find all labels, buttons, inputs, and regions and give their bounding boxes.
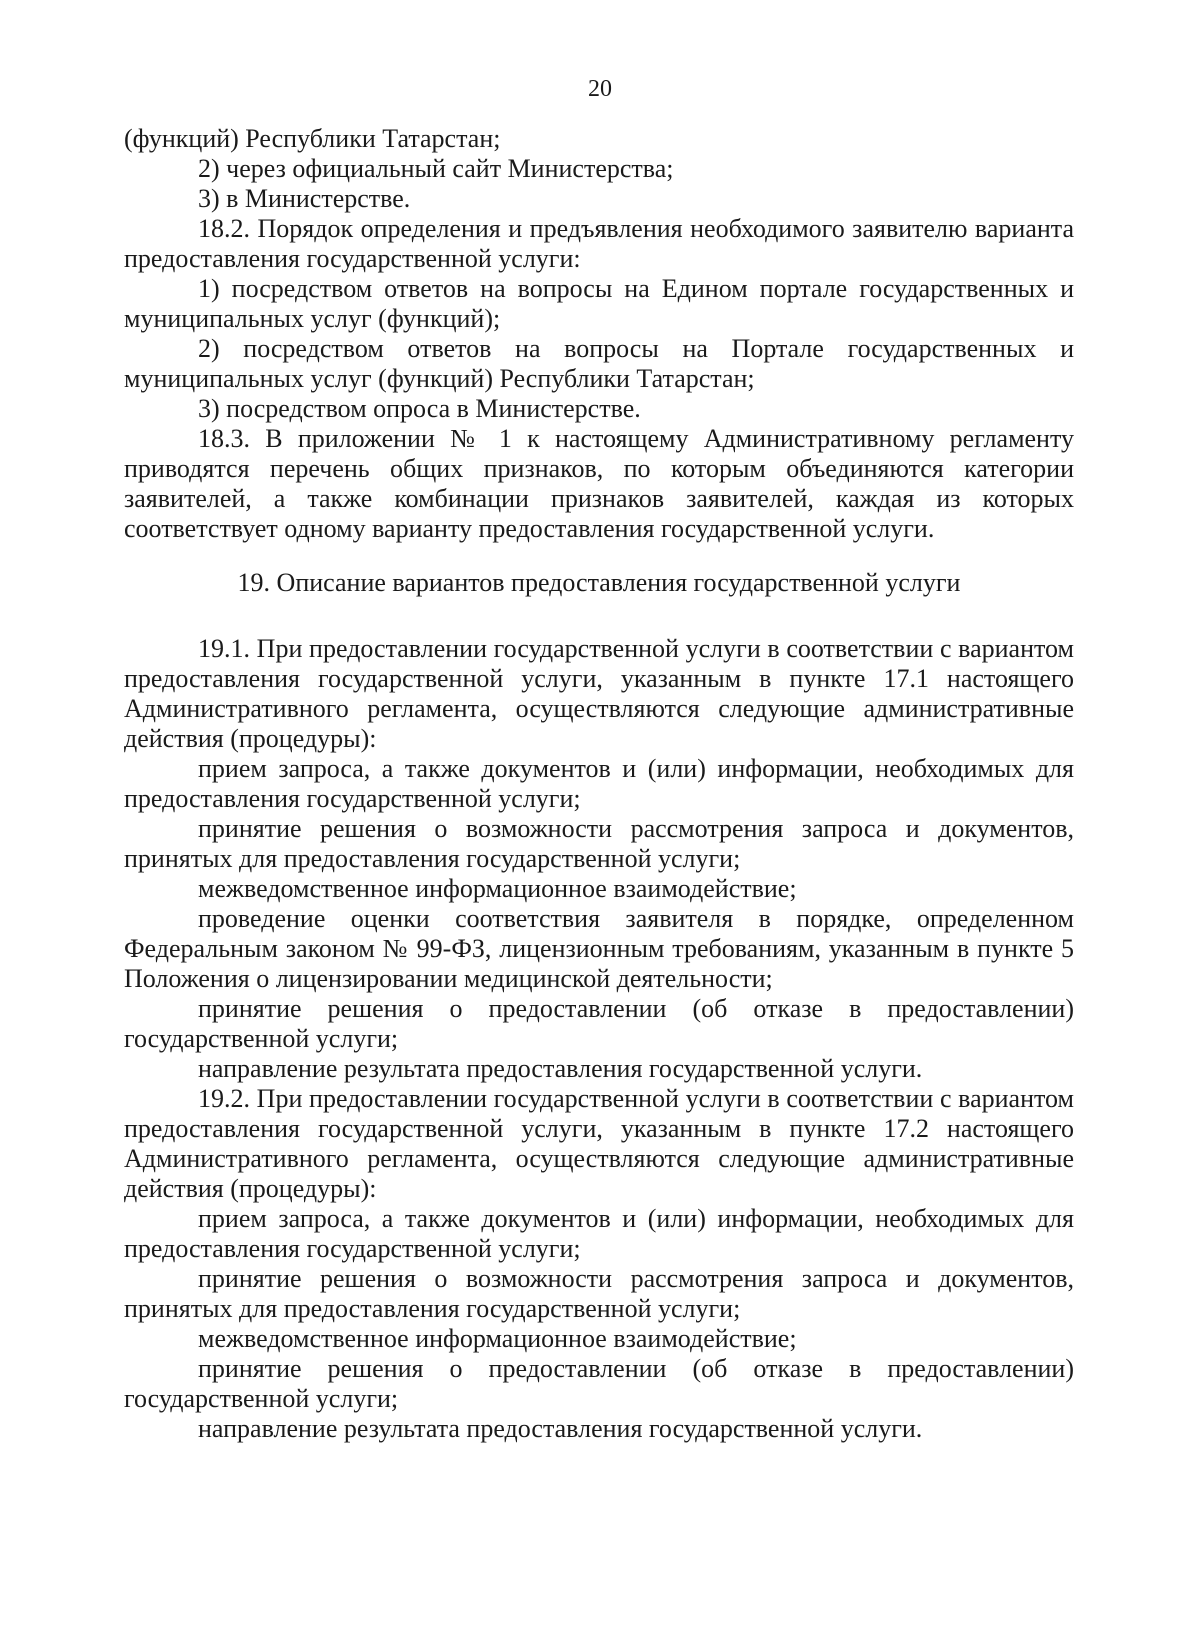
- paragraph: 1) посредством ответов на вопросы на Едином портале государственных и муниципальных услуг (функций);: [124, 274, 1074, 333]
- paragraph: принятие решения о возможности рассмотрения запроса и документов, принятых для предоставления государственной услуги;: [124, 814, 1074, 873]
- paragraph: принятие решения о предоставлении (об отказе в предоставлении) государственной услуги;: [124, 994, 1074, 1053]
- page-number: 20: [588, 76, 612, 102]
- paragraph: принятие решения о предоставлении (об отказе в предоставлении) государственной услуги;: [124, 1354, 1074, 1413]
- paragraph: (функций) Республики Татарстан;: [124, 124, 501, 153]
- paragraph: направление результата предоставления государственной услуги.: [198, 1414, 923, 1443]
- paragraph: 3) посредством опроса в Министерстве.: [198, 394, 641, 423]
- paragraph: 19.1. При предоставлении государственной услуги в соответствии с вариантом предоставления государственной услуги, указанным в пункте 17.1 настоящего Административного регламента, осуществляются следующие административные действия (процедуры):: [124, 634, 1074, 753]
- paragraph: прием запроса, а также документов и (или) информации, необходимых для предоставления государственной услуги;: [124, 754, 1074, 813]
- paragraph: 19.2. При предоставлении государственной услуги в соответствии с вариантом предоставления государственной услуги, указанным в пункте 17.2 настоящего Административного регламента, осуществляются следующие административные действия (процедуры):: [124, 1084, 1074, 1203]
- paragraph: 18.2. Порядок определения и предъявления необходимого заявителю варианта предоставления государственной услуги:: [124, 214, 1074, 273]
- paragraph: прием запроса, а также документов и (или) информации, необходимых для предоставления государственной услуги;: [124, 1204, 1074, 1263]
- paragraph: межведомственное информационное взаимодействие;: [198, 1324, 797, 1353]
- paragraph: 3) в Министерстве.: [198, 184, 411, 213]
- paragraph: направление результата предоставления государственной услуги.: [198, 1054, 923, 1083]
- paragraph: проведение оценки соответствия заявителя в порядке, определенном Федеральным законом № 99-ФЗ, лицензионным требованиям, указанным в пункте 5 Положения о лицензировании медицинской деятельности;: [124, 904, 1074, 993]
- document-body: [124, 124, 1074, 1444]
- paragraph: 2) через официальный сайт Министерства;: [198, 154, 674, 183]
- paragraph: 18.3. В приложении № 1 к настоящему Административному регламенту приводятся перечень общих признаков, по которым объединяются категории заявителей, а также комбинации признаков заявителей, каждая из которых соответствует одному варианту предоставления государственной услуги.: [124, 424, 1074, 543]
- paragraphs-after-section: [124, 634, 1074, 1444]
- paragraph: принятие решения о возможности рассмотрения запроса и документов, принятых для предоставления государственной услуги;: [124, 1264, 1074, 1323]
- section-heading: 19. Описание вариантов предоставления государственной услуги: [237, 568, 961, 597]
- paragraph: 2) посредством ответов на вопросы на Портале государственных и муниципальных услуг (функций) Республики Татарстан;: [124, 334, 1074, 393]
- paragraphs-before-section: [124, 124, 1074, 544]
- paragraph: межведомственное информационное взаимодействие;: [198, 874, 797, 903]
